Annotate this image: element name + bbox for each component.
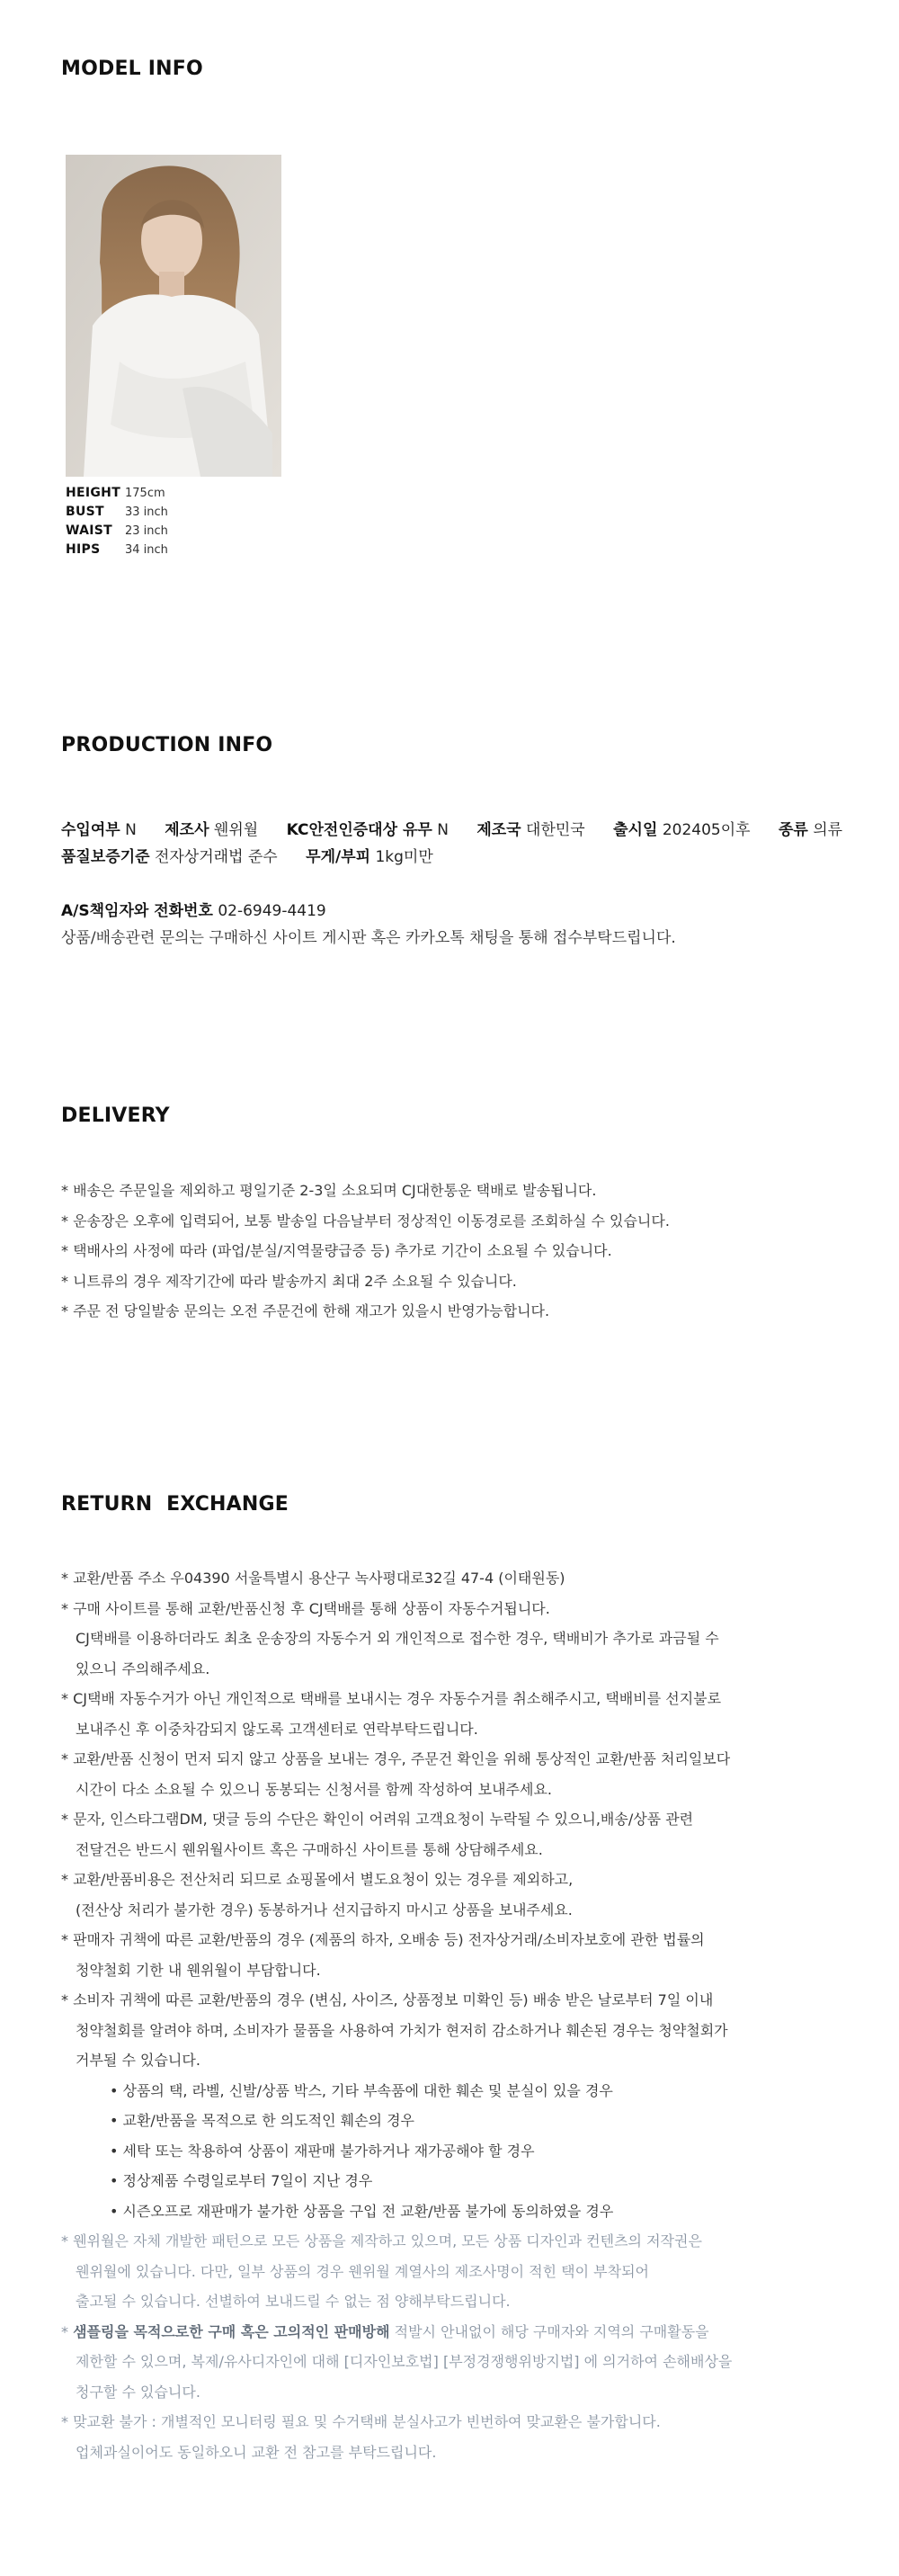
prod-label: 제조국 <box>476 821 521 839</box>
model-info-title: MODEL INFO <box>61 58 203 80</box>
return-line: 전달건은 반드시 웬위월사이트 혹은 구매하신 사이트를 통해 상담해주세요. <box>76 1840 543 1858</box>
prod-value: 1kg미만 <box>375 848 433 866</box>
return-line: * 교환/반품 주소 우04390 서울특별시 용산구 녹사평대로32길 47-4 (이태원동) <box>61 1570 565 1587</box>
measure-waist <box>66 522 168 541</box>
return-line: * 구매 사이트를 통해 교환/반품신청 후 CJ택배를 통해 상품이 자동수거됩니다. <box>61 1599 550 1617</box>
return-line: 시간이 다소 소요될 수 있으니 동봉되는 신청서를 함께 작성하여 보내주세요. <box>76 1780 552 1798</box>
return-exchange-list <box>61 1563 732 2467</box>
measure-value: 175cm <box>125 487 165 500</box>
prod-value: 전자상거래법 준수 <box>154 848 278 866</box>
return-line: 있으니 주의해주세요. <box>76 1659 210 1677</box>
measure-label: WAIST <box>66 523 112 538</box>
return-line: * 맞교환 불가 : 개별적인 모니터링 필요 및 수거택배 분실사고가 빈번하여 맞교환은 불가합니다. <box>61 2413 661 2430</box>
return-line: 청구할 수 있습니다. <box>76 2383 200 2401</box>
return-line: 청약철회 기한 내 웬위월이 부담합니다. <box>76 1961 321 1979</box>
model-photo-image <box>66 155 281 477</box>
measure-label: HIPS <box>66 542 101 557</box>
return-line: CJ택배를 이용하더라도 최초 운송장의 자동수거 외 개인적으로 접수한 경우, 택배비가 추가로 과금될 수 <box>76 1630 719 1647</box>
measure-value: 33 inch <box>125 505 168 519</box>
prod-value: N <box>125 821 137 839</box>
return-line: * 교환/반품비용은 전산처리 되므로 쇼핑몰에서 별도요청이 있는 경우를 제외하고, <box>61 1871 574 1888</box>
list-item: * 니트류의 경우 제작기간에 따라 발송까지 최대 2주 소요될 수 있습니다. <box>61 1272 517 1290</box>
prod-value: 웬위월 <box>213 821 259 839</box>
return-line: 청약철회를 알려야 하며, 소비자가 물품을 사용하여 가치가 현저히 감소하거나 훼손된 경우는 청약철회가 <box>76 2021 728 2039</box>
measure-label: HEIGHT <box>66 486 121 500</box>
as-phone: 02-6949-4419 <box>218 902 326 920</box>
return-line: * 웬위월은 자체 개발한 패턴으로 모든 상품을 제작하고 있으며, 모든 상품 디자인과 컨텐츠의 저작권은 <box>61 2232 702 2250</box>
return-line: • 세탁 또는 착용하여 상품이 재판매 불가하거나 재가공해야 할 경우 <box>110 2142 535 2160</box>
measure-label: BUST <box>66 505 104 519</box>
return-line: 제한할 수 있으며, 복제/유사디자인에 대해 [디자인보호법] [부정경쟁행위방지법] 에 의거하여 손해배상을 <box>76 2353 733 2370</box>
return-line: * CJ택배 자동수거가 아닌 개인적으로 택배를 보내시는 경우 자동수거를 취소해주시고, 택배비를 선지불로 <box>61 1690 722 1707</box>
return-line: * 판매자 귀책에 따른 교환/반품의 경우 (제품의 하자, 오배송 등) 전자상거래/소비자보호에 관한 법률의 <box>61 1931 705 1948</box>
return-line: (전산상 처리가 불가한 경우) 동봉하거나 선지급하지 마시고 상품을 보내주세요. <box>76 1901 573 1919</box>
return-line-emphasis: 샘플링을 목적으로한 구매 혹은 고의적인 판매방해 <box>73 2322 390 2340</box>
as-contact <box>61 898 326 920</box>
return-line: * 교환/반품 신청이 먼저 되지 않고 상품을 보내는 경우, 주문건 확인을 위해 통상적인 교환/반품 처리일보다 <box>61 1750 731 1767</box>
measure-value: 23 inch <box>125 524 168 538</box>
return-exchange-title: RETURN EXCHANGE <box>61 1493 289 1516</box>
measure-bust <box>66 503 168 522</box>
delivery-title: DELIVERY <box>61 1105 170 1127</box>
return-line: * 소비자 귀책에 따른 교환/반품의 경우 (변심, 사이즈, 상품정보 미확인 등) 배송 받은 날로부터 7일 이내 <box>61 1991 714 2008</box>
return-line: • 상품의 택, 라벨, 신발/상품 박스, 기타 부속품에 대한 훼손 및 분실이 있을 경우 <box>110 2081 613 2099</box>
prod-label: KC안전인증대상 유무 <box>286 821 432 839</box>
measure-value: 34 inch <box>125 543 168 557</box>
return-line: 웬위월에 있습니다. 다만, 일부 상품의 경우 웬위월 계열사의 제조사명이 적힌 택이 부착되어 <box>76 2262 649 2280</box>
return-line: * 문자, 인스타그램DM, 댓글 등의 수단은 확인이 어려워 고객요청이 누락될 수 있으니,배송/상품 관련 <box>61 1811 694 1828</box>
return-line: 출고될 수 있습니다. 선별하여 보내드릴 수 없는 점 양해부탁드립니다. <box>76 2293 511 2310</box>
prod-label: 종류 <box>778 821 808 839</box>
prod-label: 제조사 <box>165 821 209 839</box>
model-photo <box>66 155 281 477</box>
production-line-2 <box>61 844 433 866</box>
prod-value: 의류 <box>813 821 843 839</box>
return-line-prefix: * <box>61 2322 74 2340</box>
return-line: 보내주신 후 이중차감되지 않도록 고객센터로 연락부탁드립니다. <box>76 1720 478 1738</box>
prod-label: 출시일 <box>613 821 658 839</box>
list-item: * 택배사의 사정에 따라 (파업/분실/지역물량급증 등) 추가로 기간이 소요될 수 있습니다. <box>61 1242 612 1259</box>
delivery-list <box>61 1176 670 1327</box>
return-line <box>61 2317 732 2348</box>
return-line-suffix: 적발시 안내없이 해당 구매자와 지역의 구매활동을 <box>389 2322 709 2340</box>
measure-hips <box>66 541 168 559</box>
prod-label: 수입여부 <box>61 821 120 839</box>
return-line: • 정상제품 수령일로부터 7일이 지난 경우 <box>110 2172 373 2189</box>
return-line: 업체과실이어도 동일하오니 교환 전 참고를 부탁드립니다. <box>76 2443 437 2461</box>
list-item: * 주문 전 당일발송 문의는 오전 주문건에 한해 재고가 있을시 반영가능합니다. <box>61 1302 550 1319</box>
prod-value: N <box>437 821 449 839</box>
model-measurements <box>66 484 168 559</box>
as-note: 상품/배송관련 문의는 구매하신 사이트 게시판 혹은 카카오톡 채팅을 통해 접수부탁드립니다. <box>61 929 676 947</box>
measure-height <box>66 484 168 503</box>
production-line-1 <box>61 817 842 839</box>
prod-label: 품질보증기준 <box>61 848 150 866</box>
as-label: A/S책임자와 전화번호 <box>61 902 213 920</box>
prod-value: 202405이후 <box>662 821 751 839</box>
production-info-title: PRODUCTION INFO <box>61 734 273 756</box>
return-line: • 시즌오프로 재판매가 불가한 상품을 구입 전 교환/반품 불가에 동의하였을 경우 <box>110 2202 614 2220</box>
list-item: * 운송장은 오후에 입력되어, 보통 발송일 다음날부터 정상적인 이동경로를 조회하실 수 있습니다. <box>61 1212 670 1230</box>
return-line: 거부될 수 있습니다. <box>76 2052 200 2069</box>
return-line: • 교환/반품을 목적으로 한 의도적인 훼손의 경우 <box>110 2112 415 2129</box>
prod-value: 대한민국 <box>526 821 585 839</box>
prod-label: 무게/부피 <box>306 848 371 866</box>
list-item: * 배송은 주문일을 제외하고 평일기준 2-3일 소요되며 CJ대한통운 택배로 발송됩니다. <box>61 1182 597 1199</box>
